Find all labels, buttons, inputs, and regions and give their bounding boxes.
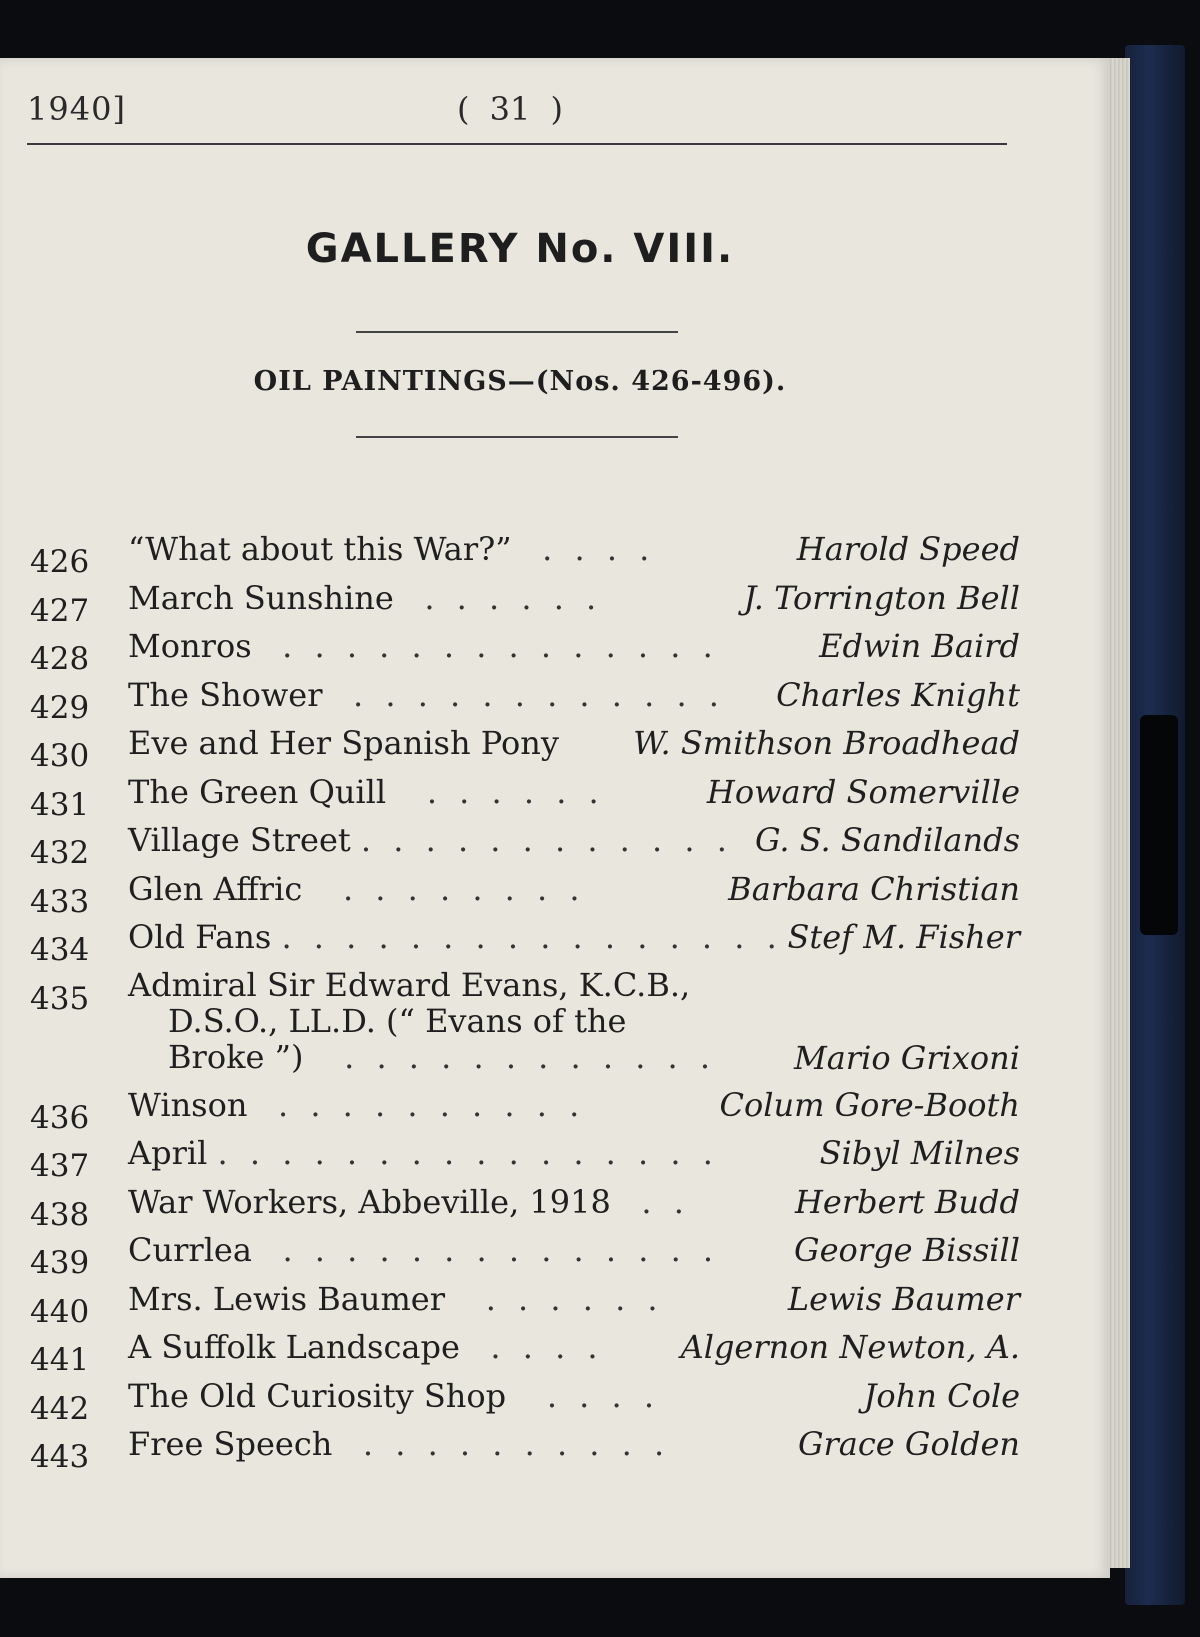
leader-dots: . . . . xyxy=(490,1328,604,1366)
catalogue-entry xyxy=(30,1377,1020,1426)
catalogue-entry xyxy=(30,1280,1020,1329)
entry-artist: J. Torrington Bell xyxy=(743,578,1020,617)
entry-title: March Sunshine xyxy=(128,578,394,617)
entry-title: Glen Affric xyxy=(128,869,303,908)
entry-title: Eve and Her Spanish Pony xyxy=(128,724,559,762)
page-number: ( 31 ) xyxy=(457,90,564,128)
leader-dots: . . . . xyxy=(542,530,656,568)
entry-title-line: Broke ”) xyxy=(168,1037,304,1076)
entry-number: 427 xyxy=(30,592,90,629)
entry-list xyxy=(30,530,1020,1474)
entry-artist: W. Smithson Broadhead xyxy=(633,724,1020,762)
entry-number: 440 xyxy=(30,1293,90,1330)
entry-number: 428 xyxy=(30,641,90,677)
catalogue-entry xyxy=(30,870,1020,919)
leader-dots: . . . . . . . . . . . . . . . . xyxy=(217,1134,719,1172)
entry-title: Free Speech xyxy=(128,1425,333,1463)
entry-title: A Suffolk Landscape xyxy=(128,1328,460,1366)
entry-title: Old Fans xyxy=(128,918,272,956)
leader-dots: . . . . . . . . . . . . xyxy=(360,821,733,859)
header-rule xyxy=(27,143,1007,145)
entry-number: 437 xyxy=(30,1148,90,1184)
section-subtitle: OIL PAINTINGS—(Nos. 426-496). xyxy=(253,366,787,397)
entry-number: 443 xyxy=(30,1439,90,1475)
entry-artist: Herbert Budd xyxy=(795,1182,1020,1221)
entry-artist: Mario Grixoni xyxy=(793,1038,1020,1077)
entry-number: 430 xyxy=(30,738,90,774)
leader-dots: . . . . . . . . . . xyxy=(277,1085,586,1124)
title-rule-top xyxy=(356,331,678,333)
entry-artist: Howard Somerville xyxy=(706,772,1020,811)
entry-title-line: D.S.O., LL.D. (“ Evans of the xyxy=(168,1001,627,1040)
catalogue-entry xyxy=(30,773,1020,822)
leader-dots: . . . . . . . . . . xyxy=(362,1425,671,1463)
entry-number: 434 xyxy=(30,932,90,968)
entry-artist: Barbara Christian xyxy=(728,869,1020,908)
entry-number: 433 xyxy=(30,883,90,920)
catalogue-entry xyxy=(30,1425,1020,1474)
catalogue-entry xyxy=(30,579,1020,628)
entry-number: 442 xyxy=(30,1390,90,1427)
catalogue-entry xyxy=(30,724,1020,773)
entry-number: 436 xyxy=(30,1099,90,1136)
catalogue-entry xyxy=(30,1183,1020,1232)
leader-dots: . . . . . . xyxy=(426,772,605,811)
catalogue-entry xyxy=(30,1328,1020,1377)
catalogue-entry xyxy=(30,1086,1020,1135)
leader-dots: . . . . . . . . . . . . . . xyxy=(282,627,719,665)
entry-title: “What about this War?” xyxy=(128,530,512,568)
leader-dots: . . . . . . . . . . . . xyxy=(353,675,725,714)
leader-dots: . . . . . . xyxy=(485,1279,664,1318)
leader-dots: . . xyxy=(641,1182,690,1221)
entry-title: April xyxy=(128,1134,208,1172)
entry-artist: John Cole xyxy=(863,1376,1020,1415)
entry-artist: Charles Knight xyxy=(776,675,1020,714)
entry-artist: Algernon Newton, A. xyxy=(680,1328,1020,1366)
catalogue-entry xyxy=(30,1134,1020,1183)
catalogue-entry xyxy=(30,676,1020,725)
entry-number: 431 xyxy=(30,786,90,823)
entry-artist: Harold Speed xyxy=(796,530,1020,568)
leader-dots: . . . . . . . . . . . . xyxy=(344,1037,717,1076)
entry-title: Currlea xyxy=(128,1231,252,1269)
entry-artist: Stef M. Fisher xyxy=(787,918,1020,956)
entry-title: Monros xyxy=(128,627,252,665)
entry-number: 435 xyxy=(30,980,90,1017)
entry-artist: Colum Gore-Booth xyxy=(719,1085,1020,1124)
entry-title: Winson xyxy=(128,1085,248,1124)
header-year: 1940] xyxy=(27,90,126,128)
entry-artist: Grace Golden xyxy=(797,1425,1020,1463)
catalogue-entry xyxy=(30,918,1020,967)
entry-number: 438 xyxy=(30,1196,90,1233)
entry-artist: Lewis Baumer xyxy=(787,1279,1020,1318)
entry-number: 426 xyxy=(30,544,90,580)
entry-artist: Sibyl Milnes xyxy=(819,1134,1020,1172)
entry-title: The Shower xyxy=(128,675,323,714)
title-rule-bottom xyxy=(356,436,678,438)
entry-title-line: Admiral Sir Edward Evans, K.C.B., xyxy=(128,965,691,1004)
entry-title: The Green Quill xyxy=(128,772,387,811)
catalogue-entry xyxy=(30,821,1020,870)
entry-title: War Workers, Abbeville, 1918 xyxy=(128,1182,611,1221)
catalogue-entry xyxy=(30,1231,1020,1280)
leader-dots: . . . . . . xyxy=(424,578,603,617)
entry-number: 429 xyxy=(30,689,90,726)
entry-number: 439 xyxy=(30,1245,90,1281)
running-header xyxy=(27,90,1007,140)
entry-artist: G. S. Sandilands xyxy=(754,821,1020,859)
thumb-tab xyxy=(1140,715,1178,935)
entry-title: Mrs. Lewis Baumer xyxy=(128,1279,446,1318)
catalogue-entry xyxy=(30,627,1020,676)
leader-dots: . . . . . . . . . . . . . . . . xyxy=(281,918,783,956)
catalogue-entry xyxy=(30,530,1020,579)
entry-number: 441 xyxy=(30,1342,90,1378)
entry-number: 432 xyxy=(30,835,90,871)
entry-title: The Old Curiosity Shop xyxy=(128,1376,507,1415)
leader-dots: . . . . xyxy=(546,1376,661,1415)
catalogue-entry xyxy=(30,967,1020,1086)
entry-title: Village Street xyxy=(128,821,351,859)
entry-artist: George Bissill xyxy=(794,1231,1020,1269)
entry-artist: Edwin Baird xyxy=(819,627,1020,665)
gallery-title: GALLERY No. VIII. xyxy=(305,226,735,272)
leader-dots: . . . . . . . . xyxy=(342,869,586,908)
leader-dots: . . . . . . . . . . . . . . xyxy=(282,1231,720,1269)
